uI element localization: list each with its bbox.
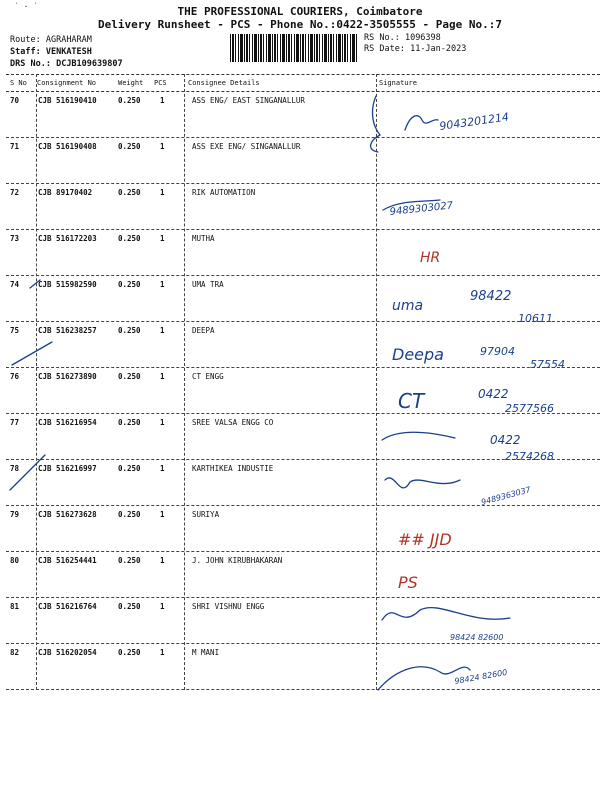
rs-date-line bbox=[364, 44, 466, 54]
sig-text-76b: 0422 bbox=[478, 387, 509, 401]
staff-line bbox=[10, 47, 92, 57]
sig-text-74a: uma bbox=[392, 298, 424, 314]
row-pcs: 1 bbox=[160, 510, 165, 519]
row-consignee: KARTHIKEA INDUSTIE bbox=[192, 464, 274, 473]
row-pcs: 1 bbox=[160, 142, 165, 151]
row-sno: 82 bbox=[10, 648, 20, 657]
row-consignment-no: CJB 516273890 bbox=[38, 372, 97, 381]
sig-text-77b: 2574268 bbox=[505, 450, 554, 463]
row-weight: 0.250 bbox=[118, 326, 141, 335]
row-sno: 79 bbox=[10, 510, 20, 519]
col-pcs: PCS bbox=[154, 79, 167, 87]
col-weight: Weight bbox=[118, 79, 144, 87]
route-line bbox=[10, 35, 92, 45]
table-row bbox=[6, 551, 600, 598]
row-pcs: 1 bbox=[160, 556, 165, 565]
row-sno: 77 bbox=[10, 418, 20, 427]
rs-date-label: RS Date: bbox=[364, 44, 405, 54]
staff-value: VENKATESH bbox=[45, 47, 92, 57]
table-row bbox=[6, 413, 600, 460]
row-weight: 0.250 bbox=[118, 464, 141, 473]
row-weight: 0.250 bbox=[118, 372, 141, 381]
row-consignee: SURIYA bbox=[192, 510, 220, 519]
sig-text-76a: CT bbox=[398, 389, 425, 413]
table-row bbox=[6, 505, 600, 552]
row-weight: 0.250 bbox=[118, 602, 141, 611]
row-consignee: J. JOHN KIRUBHAKARAN bbox=[192, 556, 283, 565]
row-consignment-no: CJB 516190408 bbox=[38, 142, 97, 151]
row-pcs: 1 bbox=[160, 326, 165, 335]
sig-text-81: 98424 82600 bbox=[450, 633, 504, 642]
row-sno: 74 bbox=[10, 280, 20, 289]
row-consignee: MUTHA bbox=[192, 234, 215, 243]
row-sno: 76 bbox=[10, 372, 20, 381]
row-consignee: RIK AUTOMATION bbox=[192, 188, 256, 197]
table-row bbox=[6, 275, 600, 322]
sig-text-72: 9489303027 bbox=[389, 200, 454, 218]
col-signature: Signature bbox=[379, 79, 417, 87]
route-label: Route: bbox=[10, 35, 41, 45]
row-sno: 81 bbox=[10, 602, 20, 611]
sig-text-75b: 97904 bbox=[480, 345, 515, 358]
table-row bbox=[6, 229, 600, 276]
row-consignee: CT ENGG bbox=[192, 372, 224, 381]
row-consignment-no: CJB 516238257 bbox=[38, 326, 97, 335]
row-pcs: 1 bbox=[160, 280, 165, 289]
row-consignment-no: CJB 516254441 bbox=[38, 556, 97, 565]
row-sno: 70 bbox=[10, 96, 20, 105]
row-weight: 0.250 bbox=[118, 96, 141, 105]
row-consignee: UMA TRA bbox=[192, 280, 224, 289]
row-sno: 72 bbox=[10, 188, 20, 197]
row-pcs: 1 bbox=[160, 464, 165, 473]
row-consignee: SHRI VISHNU ENGG bbox=[192, 602, 265, 611]
row-consignee: M MANI bbox=[192, 648, 220, 657]
row-consignment-no: CJB 516190410 bbox=[38, 96, 97, 105]
sig-text-75a: Deepa bbox=[392, 345, 444, 364]
row-weight: 0.250 bbox=[118, 648, 141, 657]
barcode bbox=[230, 34, 357, 62]
table-row bbox=[6, 137, 600, 184]
sig-text-70: 9043201214 bbox=[438, 110, 510, 133]
row-consignee: ASS ENG/ EAST SINGANALLUR bbox=[192, 96, 305, 105]
row-pcs: 1 bbox=[160, 602, 165, 611]
row-weight: 0.250 bbox=[118, 188, 141, 197]
route-value: AGRAHARAM bbox=[45, 35, 92, 45]
row-sno: 75 bbox=[10, 326, 20, 335]
row-consignment-no: CJB 516216764 bbox=[38, 602, 97, 611]
table-row bbox=[6, 183, 600, 230]
rs-no-value: 1096398 bbox=[404, 33, 441, 43]
row-pcs: 1 bbox=[160, 372, 165, 381]
sig-text-78: 9489363037 bbox=[480, 485, 532, 507]
row-weight: 0.250 bbox=[118, 510, 141, 519]
row-consignment-no: CJB 89170402 bbox=[38, 188, 93, 197]
row-consignee: SREE VALSA ENGG CO bbox=[192, 418, 274, 427]
sig-text-74c: 10611 bbox=[518, 312, 553, 325]
drs-line bbox=[10, 59, 123, 69]
row-sno: 78 bbox=[10, 464, 20, 473]
sig-text-76c: 2577566 bbox=[505, 402, 554, 415]
row-consignment-no: CJB 516216954 bbox=[38, 418, 97, 427]
table-row bbox=[6, 367, 600, 414]
row-consignment-no: CJB 516216997 bbox=[38, 464, 97, 473]
row-consignment-no: CJB 515982590 bbox=[38, 280, 97, 289]
row-weight: 0.250 bbox=[118, 142, 141, 151]
sig-text-82: 98424 82600 bbox=[453, 667, 508, 686]
row-pcs: 1 bbox=[160, 188, 165, 197]
row-pcs: 1 bbox=[160, 234, 165, 243]
table-row bbox=[6, 459, 600, 506]
sig-text-74b: 98422 bbox=[470, 289, 512, 304]
rs-no-line bbox=[364, 33, 441, 43]
sig-text-79: ## JJD bbox=[398, 530, 452, 549]
row-weight: 0.250 bbox=[118, 280, 141, 289]
row-consignment-no: CJB 516273628 bbox=[38, 510, 97, 519]
sig-text-80: PS bbox=[398, 573, 418, 592]
table-header bbox=[6, 74, 600, 92]
company-title: THE PROFESSIONAL COURIERS, Coimbatore bbox=[177, 5, 423, 18]
row-consignment-no: CJB 516172203 bbox=[38, 234, 97, 243]
row-consignment-no: CJB 516202054 bbox=[38, 648, 97, 657]
row-consignee: DEEPA bbox=[192, 326, 215, 335]
row-sno: 71 bbox=[10, 142, 20, 151]
row-consignee: ASS EXE ENG/ SINGANALLUR bbox=[192, 142, 301, 151]
row-pcs: 1 bbox=[160, 96, 165, 105]
table-row bbox=[6, 643, 600, 690]
row-weight: 0.250 bbox=[118, 556, 141, 565]
runsheet-subtitle: Delivery Runsheet - PCS - Phone No.:0422-3505555 - Page No.:7 bbox=[98, 18, 502, 31]
staff-label: Staff: bbox=[10, 47, 41, 57]
sig-text-73: HR bbox=[420, 250, 441, 266]
col-consignment: Consignment No bbox=[37, 79, 97, 87]
table-row bbox=[6, 597, 600, 644]
row-pcs: 1 bbox=[160, 418, 165, 427]
row-sno: 73 bbox=[10, 234, 20, 243]
sig-text-75c: 57554 bbox=[530, 358, 565, 371]
drs-value: DCJB109639807 bbox=[56, 59, 123, 69]
row-sno: 80 bbox=[10, 556, 20, 565]
sig-text-77a: 0422 bbox=[490, 433, 521, 447]
row-pcs: 1 bbox=[160, 648, 165, 657]
table-row bbox=[6, 321, 600, 368]
table-row bbox=[6, 91, 600, 138]
rs-no-label: RS No.: bbox=[364, 33, 400, 43]
row-weight: 0.250 bbox=[118, 418, 141, 427]
scan-marks: ˙ · ˙ bbox=[14, 2, 39, 11]
col-consignee: Consignee Details bbox=[188, 79, 260, 87]
rs-date-value: 11-Jan-2023 bbox=[410, 44, 467, 54]
col-sno: S No bbox=[10, 79, 27, 87]
drs-label: DRS No.: bbox=[10, 59, 51, 69]
row-weight: 0.250 bbox=[118, 234, 141, 243]
